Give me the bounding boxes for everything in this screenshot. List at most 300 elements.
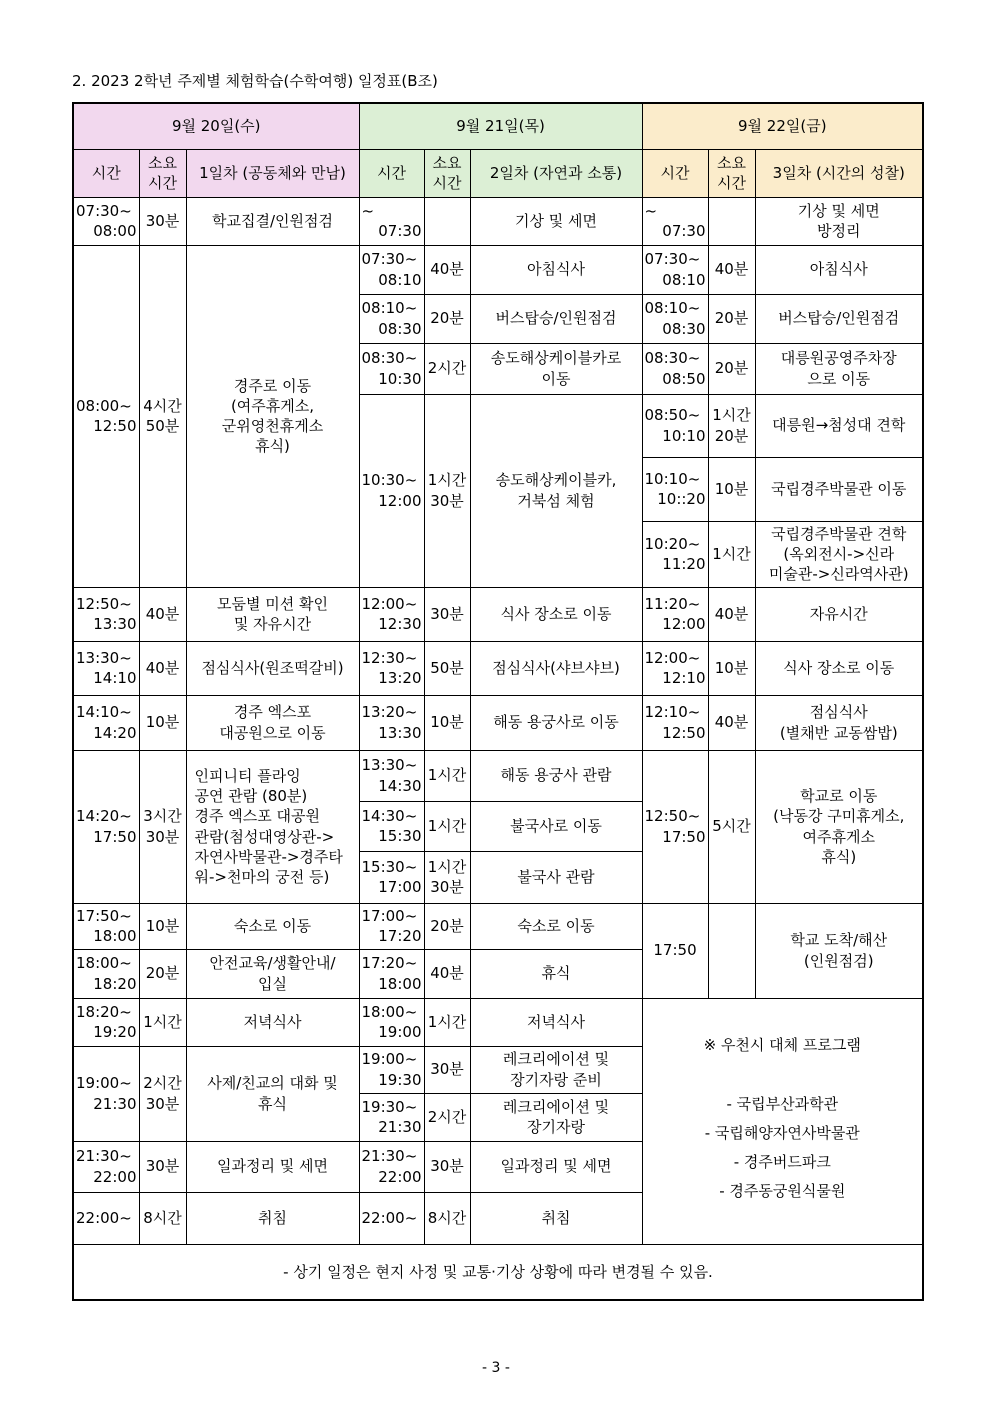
day2-duration-cell (424, 949, 470, 998)
time-text: ~ (361, 201, 375, 220)
duration-text: 40분 (145, 604, 180, 623)
day2-duration-cell (424, 851, 470, 903)
day2-time-cell (359, 903, 424, 949)
activity-text: 대릉원공영주차장 (780, 349, 897, 368)
time-text: 08:00~ (76, 396, 132, 415)
day2-time-cell (359, 998, 424, 1046)
activity-text: 기상 및 세면 (797, 201, 880, 220)
time-text: 10:20~ (644, 534, 701, 553)
day1-duration-cell (139, 949, 186, 998)
time-text: 08:10~ (361, 299, 418, 318)
time-text: 12:50 (662, 723, 706, 742)
day2-activity-cell (470, 197, 642, 245)
day1-time-cell (73, 587, 139, 641)
activity-text: 식사 장소로 이동 (500, 604, 612, 623)
day3-duration-cell (708, 294, 755, 343)
day2-duration-header: 소요 시간 (424, 149, 470, 197)
day2-activity-cell (470, 394, 642, 587)
alternative-item: - 경주동궁원식물원 (719, 1182, 846, 1201)
time-text: 12:50 (93, 417, 137, 435)
time-text: 13:30~ (361, 756, 418, 775)
activity-text: 레크리에이션 및 (502, 1097, 610, 1116)
duration-text: 20분 (714, 359, 749, 378)
day1-duration-cell (139, 1141, 186, 1192)
day2-time-cell (359, 197, 424, 245)
day3-duration-cell (708, 641, 755, 695)
day2-activity-cell (470, 1141, 642, 1192)
activity-text: 학교집결/인원점검 (212, 211, 333, 230)
time-text: 07:30 (378, 222, 422, 240)
time-text: 17:50 (662, 827, 706, 846)
day3-activity-header: 3일차 (시간의 성찰) (755, 149, 923, 197)
day3-date-header: 9월 22일(금) (642, 103, 923, 149)
day2-activity-cell (470, 294, 642, 343)
document-title: 2. 2023 2학년 주제별 체험학습(수학여행) 일정표(B조) (72, 72, 438, 90)
activity-text: 숙소로 이동 (233, 916, 312, 935)
day1-duration-cell (139, 903, 186, 949)
day3-activity-cell (755, 294, 923, 343)
day2-time-cell (359, 294, 424, 343)
time-text: 14:30~ (361, 806, 418, 825)
day2-date-header: 9월 21일(목) (359, 103, 642, 149)
day1-activity-cell (186, 998, 359, 1046)
duration-text: 40분 (145, 658, 180, 677)
activity-text: 입실 (258, 974, 287, 993)
activity-text: 기상 및 세면 (515, 211, 597, 230)
day2-time-cell (359, 949, 424, 998)
activity-text: 장기자랑 준비 (510, 1070, 602, 1089)
day3-duration-cell (708, 587, 755, 641)
time-text: 10:30~ (361, 471, 418, 490)
time-text: 21:30~ (76, 1147, 132, 1166)
day1-time-cell (73, 641, 139, 695)
time-text: 12:50~ (644, 807, 701, 826)
time-text: 19:30~ (361, 1097, 418, 1116)
time-text: 12:10 (662, 669, 706, 687)
time-text: 10::20 (657, 490, 706, 508)
activity-text: 거북섬 체험 (517, 491, 595, 510)
time-text: 08:50 (662, 369, 706, 388)
activity-text: 국립경주박물관 견학 (771, 524, 907, 543)
day2-duration-cell (424, 903, 470, 949)
activity-text: 휴식) (255, 437, 290, 456)
time-text: 11:20~ (644, 594, 701, 613)
duration-text: 30분 (145, 211, 180, 230)
time-text: 08:00 (93, 222, 137, 240)
day1-time-cell (73, 197, 139, 245)
duration-text: 20분 (145, 964, 180, 983)
day3-duration-cell (708, 343, 755, 394)
alternative-item: - 경주버드파크 (733, 1153, 831, 1172)
time-text: 08:50~ (644, 406, 701, 425)
duration-text: 30분 (430, 491, 464, 510)
day2-time-cell (359, 695, 424, 750)
time-text: 12:50~ (76, 594, 132, 613)
time-text: 21:30 (378, 1118, 422, 1136)
day2-duration-cell (424, 245, 470, 294)
duration-text: 50분 (145, 417, 180, 435)
day1-time-cell (73, 949, 139, 998)
day2-duration-cell (424, 1141, 470, 1192)
activity-text: 일과정리 및 세면 (500, 1157, 612, 1176)
activity-text: 불국사로 이동 (510, 816, 602, 835)
day2-duration-cell (424, 1093, 470, 1141)
time-text: 18:00 (93, 927, 137, 945)
day3-time-cell (642, 294, 708, 343)
time-text: 19:20 (93, 1023, 137, 1041)
duration-text: 20분 (714, 309, 749, 328)
time-text: 22:00 (93, 1167, 137, 1186)
activity-text: 숙소로 이동 (517, 916, 595, 935)
duration-text: 20분 (430, 309, 464, 328)
duration-text: 1시간 (427, 857, 467, 876)
time-text: 18:20~ (76, 1002, 132, 1021)
activity-text: (별채반 교동쌈밥) (779, 723, 898, 742)
day1-duration-cell (139, 197, 186, 245)
day3-activity-cell (755, 750, 923, 903)
duration-text: 4시간 (143, 396, 182, 415)
activity-text: 레크리에이션 및 (502, 1050, 610, 1069)
duration-text: 10분 (145, 713, 180, 732)
time-text: 17:20 (378, 927, 422, 945)
time-text: 08:10 (378, 270, 422, 289)
time-text: 21:30 (93, 1094, 137, 1113)
activity-text: 대릉원→첨성대 견학 (772, 416, 906, 435)
day1-time-cell (73, 750, 139, 903)
day3-activity-cell (755, 587, 923, 641)
time-text: 17:50 (653, 941, 697, 960)
activity-text: 관람(첨성대영상관-> (194, 827, 335, 846)
day3-time-cell (642, 641, 708, 695)
duration-text: 40분 (430, 964, 464, 983)
time-text: 22:00~ (76, 1208, 132, 1227)
duration-text: 1시간 (712, 406, 751, 425)
duration-text: 3시간 (143, 807, 182, 826)
duration-text: 8시간 (427, 1208, 467, 1227)
time-text: 10:10~ (644, 469, 701, 488)
day2-duration-cell (424, 343, 470, 394)
time-text: 12:30~ (361, 648, 418, 667)
schedule-notice: - 상기 일정은 현지 사정 및 교통·기상 상황에 따라 변경될 수 있음. (73, 1244, 923, 1300)
activity-text: 불국사 관람 (517, 867, 595, 886)
day2-time-cell (359, 750, 424, 801)
day2-activity-cell (470, 801, 642, 851)
duration-text: 2시간 (427, 359, 467, 378)
day3-activity-cell (755, 521, 923, 587)
time-text: 22:00~ (361, 1208, 418, 1227)
activity-text: 인피니티 플라잉 (194, 766, 301, 785)
day2-activity-cell (470, 851, 642, 903)
activity-text: 취침 (541, 1208, 571, 1227)
day1-activity-cell (186, 949, 359, 998)
activity-text: 국립경주박물관 이동 (771, 479, 907, 498)
day1-time-cell (73, 1192, 139, 1244)
day2-activity-cell (470, 245, 642, 294)
day3-time-cell (642, 245, 708, 294)
day3-duration-cell (708, 197, 755, 245)
day1-duration-cell (139, 641, 186, 695)
day2-duration-cell (424, 1192, 470, 1244)
day2-activity-cell (470, 343, 642, 394)
activity-text: (낙동강 구미휴게소, (773, 807, 905, 826)
time-text: 08:30~ (644, 349, 701, 368)
day1-time-header: 시간 (73, 149, 139, 197)
time-text: 14:20 (93, 723, 137, 742)
day1-duration-cell (139, 1192, 186, 1244)
time-text: 21:30~ (361, 1147, 418, 1166)
day3-time-cell (642, 587, 708, 641)
day1-time-cell (73, 998, 139, 1046)
time-text: 13:20 (378, 669, 422, 687)
activity-text: 휴식 (541, 964, 571, 983)
day2-time-cell (359, 1093, 424, 1141)
duration-text: 5시간 (712, 817, 751, 836)
day3-time-cell (642, 343, 708, 394)
day2-duration-cell (424, 1046, 470, 1093)
time-text: 12:00 (662, 615, 706, 633)
day2-duration-cell (424, 641, 470, 695)
activity-text: 송도해상케이블카, (495, 471, 617, 490)
activity-text: 휴식 (258, 1094, 287, 1113)
day3-activity-cell (755, 695, 923, 750)
activity-text: 아침식사 (809, 260, 868, 279)
day1-activity-cell (186, 587, 359, 641)
time-text: 18:00~ (76, 954, 132, 973)
day1-activity-cell (186, 903, 359, 949)
activity-text: 점심식사(샤브샤브) (492, 658, 620, 677)
day1-activity-cell (186, 641, 359, 695)
day3-duration-cell (708, 521, 755, 587)
time-text: 10:30 (378, 369, 422, 388)
duration-text: 1시간 (143, 1012, 182, 1031)
time-text: 07:30 (662, 222, 706, 240)
activity-text: 버스탑승/인원점검 (778, 309, 900, 328)
day2-activity-cell (470, 1093, 642, 1141)
duration-text: 20분 (714, 426, 749, 445)
day1-time-cell (73, 1046, 139, 1141)
day1-duration-cell (139, 245, 186, 587)
duration-text: 30분 (430, 604, 464, 623)
time-text: ~ (644, 201, 658, 220)
day2-duration-cell (424, 394, 470, 587)
duration-text: 30분 (145, 1157, 180, 1176)
day3-duration-cell (708, 394, 755, 457)
activity-text: 자유시간 (809, 604, 868, 623)
duration-text: 40분 (714, 713, 749, 732)
day3-activity-cell (755, 245, 923, 294)
activity-text: 워->천마의 궁전 등) (194, 868, 330, 886)
activity-text: 모둠별 미션 확인 (217, 594, 328, 613)
duration-text: 40분 (714, 260, 749, 279)
day2-activity-cell (470, 1192, 642, 1244)
day2-time-cell (359, 394, 424, 587)
time-text: 12:30 (378, 615, 422, 633)
activity-text: 점심식사 (809, 703, 868, 722)
day1-date-header: 9월 20일(수) (73, 103, 359, 149)
rain-alternative-title: ※ 우천시 대체 프로그램 (703, 1036, 861, 1055)
day2-duration-cell (424, 197, 470, 245)
activity-text: 경주 엑스포 (233, 703, 312, 722)
activity-text: (인원점검) (803, 951, 874, 970)
activity-text: 장기자랑 (527, 1118, 585, 1136)
time-text: 13:30~ (76, 648, 132, 667)
time-text: 13:30 (378, 723, 422, 742)
rain-alternative-box (642, 998, 923, 1244)
time-text: 08:10~ (644, 299, 701, 318)
day2-time-cell (359, 1141, 424, 1192)
duration-text: 30분 (430, 1157, 464, 1176)
day3-time-cell (642, 394, 708, 457)
duration-text: 10분 (714, 658, 749, 677)
time-text: 12:10~ (644, 703, 701, 722)
day3-duration-header: 소요 시간 (708, 149, 755, 197)
day2-time-header: 시간 (359, 149, 424, 197)
page-number: - 3 - (482, 1360, 510, 1376)
day2-duration-cell (424, 750, 470, 801)
time-text: 12:00 (378, 491, 422, 510)
day3-activity-cell (755, 457, 923, 521)
time-text: 11:20 (662, 555, 706, 573)
alternative-item: - 국립해양자연사박물관 (704, 1123, 860, 1142)
activity-text: 여주휴게소 (802, 827, 875, 846)
day3-duration-cell (708, 457, 755, 521)
duration-text: 2시간 (427, 1107, 467, 1126)
activity-text: 방정리 (817, 222, 861, 240)
duration-text: 10분 (714, 479, 749, 498)
activity-text: 아침식사 (527, 260, 585, 279)
time-text: 15:30 (378, 827, 422, 845)
activity-text: 자연사박물관->경주타 (194, 847, 343, 866)
activity-text: 저녁식사 (243, 1012, 302, 1031)
day1-activity-header: 1일차 (공동체와 만남) (186, 149, 359, 197)
day1-duration-cell (139, 998, 186, 1046)
duration-text: 8시간 (143, 1208, 182, 1227)
time-text: 18:00 (378, 974, 422, 993)
time-text: 22:00 (378, 1167, 422, 1186)
time-text: 08:10 (662, 270, 706, 289)
time-text: 14:20~ (76, 807, 132, 826)
day1-duration-cell (139, 750, 186, 903)
activity-text: 학교 도착/해산 (790, 931, 888, 950)
day2-duration-cell (424, 294, 470, 343)
day1-duration-cell (139, 695, 186, 750)
activity-text: 저녁식사 (527, 1012, 585, 1031)
activity-text: 점심식사(원조떡갈비) (201, 658, 344, 677)
duration-text: 1시간 (712, 544, 751, 563)
day2-time-cell (359, 801, 424, 851)
activity-text: 공연 관람 (80분) (194, 787, 308, 805)
day1-time-cell (73, 695, 139, 750)
activity-text: 송도해상케이블카로 (490, 349, 622, 368)
alternative-item: - 국립부산과학관 (726, 1094, 839, 1113)
activity-text: (여주휴게소, (230, 396, 315, 415)
day3-activity-cell (755, 197, 923, 245)
day3-time-cell (642, 695, 708, 750)
day3-time-cell (642, 457, 708, 521)
time-text: 08:30 (662, 319, 706, 338)
day3-activity-cell (755, 343, 923, 394)
activity-text: 안전교육/생활안내/ (209, 954, 336, 973)
schedule-table (72, 102, 924, 1301)
time-text: 15:30~ (361, 857, 418, 876)
activity-text: 취침 (258, 1208, 287, 1227)
time-text: 13:20~ (361, 703, 418, 722)
activity-text: 경주 엑스포 대공원 (194, 807, 320, 826)
day1-time-cell (73, 245, 139, 587)
duration-text: 1시간 (427, 471, 467, 490)
day2-duration-cell (424, 587, 470, 641)
day1-activity-cell (186, 1192, 359, 1244)
activity-text: 학교로 이동 (800, 787, 878, 805)
day2-time-cell (359, 851, 424, 903)
activity-text: 대공원으로 이동 (219, 723, 326, 742)
time-text: 13:30 (93, 615, 137, 633)
day1-activity-cell (186, 750, 359, 903)
activity-text: (옥외전시->신라 (783, 544, 895, 563)
day2-activity-cell (470, 641, 642, 695)
activity-text: 군위영천휴게소 (221, 417, 324, 435)
time-text: 18:00~ (361, 1002, 418, 1021)
day2-time-cell (359, 245, 424, 294)
activity-text: 버스탑승/인원점검 (495, 309, 617, 328)
day1-duration-header: 소요 시간 (139, 149, 186, 197)
day2-time-cell (359, 641, 424, 695)
day1-activity-cell (186, 245, 359, 587)
day3-time-cell (642, 197, 708, 245)
day1-duration-cell (139, 1046, 186, 1141)
day1-activity-cell (186, 197, 359, 245)
activity-text: 으로 이동 (807, 369, 871, 388)
day2-activity-cell (470, 750, 642, 801)
duration-text: 10분 (145, 916, 180, 935)
time-text: 14:10~ (76, 703, 132, 722)
time-text: 17:50~ (76, 906, 132, 925)
day1-activity-cell (186, 1046, 359, 1141)
day3-activity-cell (755, 903, 923, 998)
time-text: 08:30 (378, 319, 422, 338)
day1-time-cell (73, 903, 139, 949)
day2-activity-header: 2일차 (자연과 소통) (470, 149, 642, 197)
time-text: 12:00~ (644, 648, 701, 667)
day2-activity-cell (470, 949, 642, 998)
time-text: 19:00~ (361, 1050, 418, 1069)
day2-time-cell (359, 1192, 424, 1244)
time-text: 19:00 (378, 1023, 422, 1041)
activity-text: 이동 (541, 369, 571, 388)
time-text: 17:20~ (361, 954, 418, 973)
time-text: 17:50 (93, 827, 137, 846)
time-text: 07:30~ (644, 250, 701, 269)
day2-activity-cell (470, 903, 642, 949)
duration-text: 1시간 (427, 816, 467, 835)
day3-activity-cell (755, 641, 923, 695)
duration-text: 30분 (430, 878, 464, 896)
duration-text: 2시간 (143, 1074, 182, 1093)
activity-text: 해동 용궁사 관람 (500, 766, 612, 785)
activity-text: 미술관->신라역사관) (768, 565, 909, 584)
time-text: 07:30~ (361, 250, 418, 269)
day2-activity-cell (470, 587, 642, 641)
day3-duration-cell (708, 750, 755, 903)
duration-text: 1시간 (427, 1012, 467, 1031)
duration-text: 30분 (430, 1060, 464, 1079)
day2-activity-cell (470, 1046, 642, 1093)
day1-activity-cell (186, 695, 359, 750)
time-text: 19:00~ (76, 1074, 132, 1093)
day3-time-header: 시간 (642, 149, 708, 197)
day3-duration-cell (708, 245, 755, 294)
activity-text: 경주로 이동 (233, 376, 312, 395)
